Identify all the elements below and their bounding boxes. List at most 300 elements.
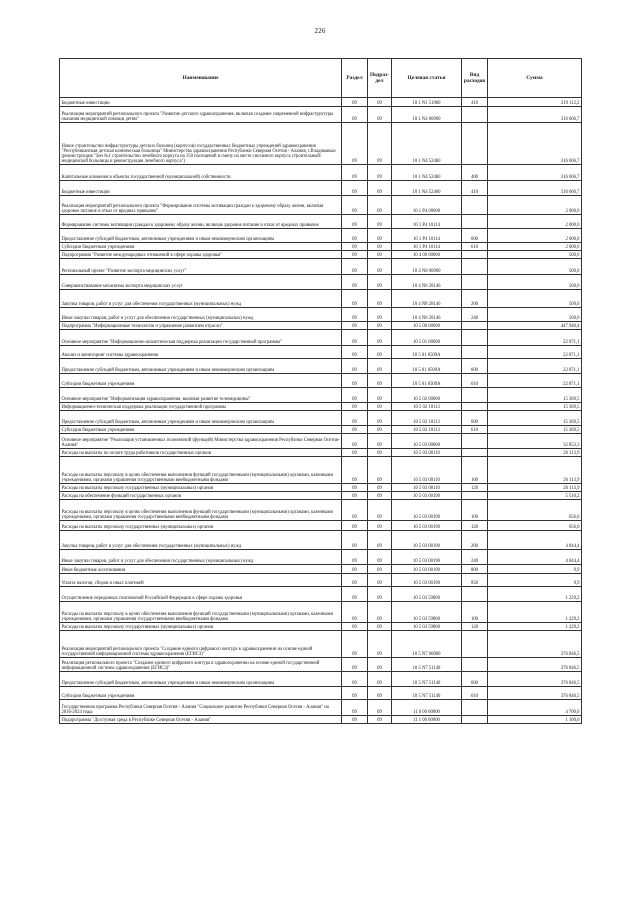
row-sum: 219 112,2 [488, 98, 582, 107]
row-subsection: 09 [368, 330, 392, 346]
header-subsection: Подраз-дел [368, 59, 392, 98]
row-target: 10 5 03 59800 [392, 623, 462, 631]
table-row [60, 322, 582, 330]
row-subsection: 09 [368, 322, 392, 330]
row-sum: 2 000,0 [488, 196, 582, 215]
row-subsection: 09 [368, 403, 392, 411]
row-target: 11 0 00 00000 [392, 700, 462, 716]
row-subsection: 09 [368, 165, 392, 181]
row-subsection: 09 [368, 434, 392, 449]
budget-table [59, 58, 582, 724]
row-target: 10 4 N8 28146 [392, 290, 462, 308]
row-target: 10 5 N7 51140 [392, 687, 462, 700]
row-expense-type [462, 215, 488, 229]
row-target: 10 1 P4 10114 [392, 243, 462, 251]
row-expense-type: 600 [462, 359, 488, 374]
row-sum: 15 369,5 [488, 403, 582, 411]
row-subsection: 09 [368, 388, 392, 403]
row-section: 09 [342, 631, 368, 658]
row-sum: 15 369,5 [488, 426, 582, 434]
row-subsection: 09 [368, 308, 392, 322]
row-name: Субсидии бюджетным учреждениям [60, 687, 342, 700]
row-subsection: 09 [368, 346, 392, 359]
row-section: 09 [342, 550, 368, 565]
row-expense-type [462, 631, 488, 658]
row-sum: 656,0 [488, 500, 582, 521]
row-subsection: 09 [368, 500, 392, 521]
row-target: 10 1 N4 52460 [392, 165, 462, 181]
row-name: Расходы на выплаты персоналу в целях обеспечения выполнения функций государственными (муниципальными) органами, казенными учреждениями, органами управления государственными внебюджетными фондами [60, 457, 342, 484]
row-name: Основное мероприятие "Информатизация здравоохранения, включая развитие телемедицины" [60, 388, 342, 403]
table-row [60, 275, 582, 290]
table-row [60, 631, 582, 658]
row-section: 09 [342, 434, 368, 449]
row-target: 10 5 N7 51140 [392, 658, 462, 672]
row-sum: 316 666,7 [488, 165, 582, 181]
row-target: 10 5 01 0509А [392, 359, 462, 374]
row-expense-type: 120 [462, 521, 488, 531]
row-expense-type [462, 716, 488, 724]
table-row [60, 374, 582, 388]
row-target: 10 5 03 00110 [392, 449, 462, 457]
row-subsection: 09 [368, 631, 392, 658]
row-section: 09 [342, 229, 368, 243]
row-name: Иные бюджетные ассигнования [60, 565, 342, 574]
row-subsection: 09 [368, 449, 392, 457]
row-expense-type: 600 [462, 229, 488, 243]
row-name: Предоставление субсидий бюджетным, автономным учреждениям и иным некоммерческим организациям [60, 411, 342, 426]
table-row [60, 388, 582, 403]
table-row [60, 123, 582, 165]
row-name: Основное мероприятие "Реализация установленных полномочий (функций) Министерства здравоохранения Республики Северная Осетия-Алания" [60, 434, 342, 449]
row-subsection: 09 [368, 587, 392, 602]
row-section: 09 [342, 330, 368, 346]
row-section: 09 [342, 243, 368, 251]
row-sum: 316 666,7 [488, 181, 582, 196]
table-row [60, 243, 582, 251]
row-target: 10 5 N7 51140 [392, 672, 462, 687]
row-name: Иные закупки товаров, работ и услуг для обеспечения государственных (муниципальных) нужд [60, 308, 342, 322]
row-sum: 32 853,3 [488, 434, 582, 449]
row-name: Субсидии бюджетным учреждениям [60, 243, 342, 251]
table-row [60, 107, 582, 123]
row-subsection: 09 [368, 251, 392, 259]
row-target: 10 5 03 00110 [392, 484, 462, 492]
row-section: 09 [342, 215, 368, 229]
table-row [60, 457, 582, 484]
table-row [60, 346, 582, 359]
header-sum: Сумма [488, 59, 582, 98]
row-subsection: 09 [368, 521, 392, 531]
table-row [60, 196, 582, 215]
row-expense-type [462, 434, 488, 449]
row-name: Реализация мероприятий регионального проекта "Формирование системы мотивации граждан к здоровому образу жизни, включая здоровое питание и отказ от вредных привычек" [60, 196, 342, 215]
row-sum: 15 369,5 [488, 388, 582, 403]
header-name: Наименование [60, 59, 342, 98]
row-name: Совершенствование механизма экспорта медицинских услуг [60, 275, 342, 290]
header-section: Раздел [342, 59, 368, 98]
row-subsection: 09 [368, 359, 392, 374]
row-subsection: 09 [368, 259, 392, 275]
table-row [60, 658, 582, 672]
row-section: 09 [342, 411, 368, 426]
table-row [60, 565, 582, 574]
row-expense-type: 100 [462, 602, 488, 623]
row-target: 10 1 P4 10114 [392, 229, 462, 243]
row-name: Субсидии бюджетным учреждениям [60, 426, 342, 434]
row-target: 10 5 03 00190 [392, 492, 462, 500]
row-sum: 500,0 [488, 308, 582, 322]
row-target: 10 5 03 59800 [392, 602, 462, 623]
row-section: 09 [342, 500, 368, 521]
row-sum: 26 113,9 [488, 484, 582, 492]
row-subsection: 09 [368, 181, 392, 196]
row-expense-type [462, 259, 488, 275]
table-row [60, 550, 582, 565]
row-expense-type: 610 [462, 243, 488, 251]
row-sum: 316 666,7 [488, 123, 582, 165]
row-expense-type [462, 107, 488, 123]
row-section: 09 [342, 449, 368, 457]
row-target: 10 1 N1 51960 [392, 98, 462, 107]
row-expense-type: 800 [462, 565, 488, 574]
row-section: 09 [342, 521, 368, 531]
row-target: 10 4 N8 28146 [392, 275, 462, 290]
row-sum: 5 510,2 [488, 492, 582, 500]
row-expense-type: 240 [462, 308, 488, 322]
row-section: 09 [342, 658, 368, 672]
row-sum: 447 940,4 [488, 322, 582, 330]
row-name: Информационно-техническая поддержка реализации государственной программы [60, 403, 342, 411]
table-row [60, 587, 582, 602]
row-sum: 1 229,2 [488, 587, 582, 602]
table-row [60, 492, 582, 500]
table-row [60, 426, 582, 434]
row-expense-type: 410 [462, 98, 488, 107]
row-sum: 9,9 [488, 565, 582, 574]
table-header [60, 59, 582, 98]
row-name: Закупка товаров, работ и услуг для обеспечения государственных (муниципальных) нужд [60, 531, 342, 550]
row-target: 10 5 03 00000 [392, 434, 462, 449]
table-row [60, 500, 582, 521]
row-target: 10 5 N7 00000 [392, 631, 462, 658]
row-subsection: 09 [368, 565, 392, 574]
row-name: Подпрограмма "Информационные технологии и управление развитием отрасли" [60, 322, 342, 330]
row-target: 10 5 03 00190 [392, 565, 462, 574]
row-sum: 1 229,2 [488, 602, 582, 623]
row-section: 09 [342, 196, 368, 215]
row-sum: 22 871,1 [488, 346, 582, 359]
row-expense-type [462, 587, 488, 602]
row-sum: 2 000,0 [488, 229, 582, 243]
table-row [60, 290, 582, 308]
row-target: 11 1 00 00000 [392, 716, 462, 724]
row-target: 10 5 03 00110 [392, 457, 462, 484]
row-section: 09 [342, 346, 368, 359]
table-row [60, 251, 582, 259]
row-expense-type: 240 [462, 550, 488, 565]
row-subsection: 09 [368, 484, 392, 492]
row-sum: 22 871,1 [488, 359, 582, 374]
row-subsection: 09 [368, 426, 392, 434]
row-expense-type: 600 [462, 411, 488, 426]
row-name: Реализация регионального проекта "Создание единого цифрового контура в здравоохранении на основе единой государственной информационной системы здравоохранения (ЕГИСЗ)" [60, 658, 342, 672]
table-row [60, 330, 582, 346]
row-expense-type: 200 [462, 531, 488, 550]
row-target: 10 5 02 10113 [392, 411, 462, 426]
row-expense-type [462, 251, 488, 259]
row-section: 09 [342, 403, 368, 411]
row-name: Предоставление субсидий бюджетным, автономным учреждениям и иным некоммерческим организациям [60, 672, 342, 687]
row-subsection: 09 [368, 602, 392, 623]
row-section: 09 [342, 531, 368, 550]
row-section: 09 [342, 251, 368, 259]
row-subsection: 09 [368, 98, 392, 107]
row-sum: 1 229,2 [488, 623, 582, 631]
row-name: Расходы на выплаты персоналу государственных (муниципальных) органов [60, 623, 342, 631]
row-subsection: 09 [368, 243, 392, 251]
table-row [60, 229, 582, 243]
row-name: Бюджетные инвестиции [60, 98, 342, 107]
row-target: 10 5 01 0509А [392, 374, 462, 388]
row-name: Реализация мероприятий регионального проекта "Развитие детского здравоохранения, включая создание современной инфраструктуры оказания медицинской помощи детям" [60, 107, 342, 123]
row-section: 09 [342, 457, 368, 484]
row-subsection: 09 [368, 672, 392, 687]
table-body [60, 98, 582, 724]
row-section: 09 [342, 275, 368, 290]
row-name: Расходы на выплаты персоналу в целях обеспечения выполнения функций государственными (муниципальными) органами, казенными учреждениями, органами управления государственными внебюджетными фондами [60, 602, 342, 623]
row-subsection: 09 [368, 550, 392, 565]
row-sum: 22 871,1 [488, 374, 582, 388]
row-section: 09 [342, 123, 368, 165]
row-expense-type [462, 322, 488, 330]
row-section: 09 [342, 574, 368, 587]
row-target: 10 5 03 00190 [392, 550, 462, 565]
row-target: 10 5 01 0509А [392, 346, 462, 359]
row-expense-type: 200 [462, 290, 488, 308]
row-sum: 4 844,4 [488, 531, 582, 550]
table-row [60, 98, 582, 107]
row-target: 10 4 N8 28146 [392, 308, 462, 322]
row-section: 09 [342, 322, 368, 330]
row-expense-type [462, 492, 488, 500]
row-section: 09 [342, 308, 368, 322]
row-name: Предоставление субсидий бюджетным, автономным учреждениям и иным некоммерческим организациям [60, 229, 342, 243]
row-section: 09 [342, 290, 368, 308]
row-target: 10 5 03 00190 [392, 574, 462, 587]
row-expense-type [462, 658, 488, 672]
row-sum: 15 369,5 [488, 411, 582, 426]
row-section: 09 [342, 107, 368, 123]
table-row [60, 411, 582, 426]
row-expense-type: 610 [462, 687, 488, 700]
row-section: 09 [342, 602, 368, 623]
row-subsection: 09 [368, 411, 392, 426]
row-subsection: 09 [368, 492, 392, 500]
row-section: 09 [342, 259, 368, 275]
row-expense-type [462, 346, 488, 359]
row-name: Реализация мероприятий регионального проекта "Создание единого цифрового контура в здравоохранении на основе единой государственной информационной системы здравоохранения (ЕГИСЗ)" [60, 631, 342, 658]
row-expense-type [462, 403, 488, 411]
row-section: 09 [342, 359, 368, 374]
row-name: Новое строительство инфраструктуры детских больниц (корпусов) государственных бюджетных учреждений здравоохранения "Республиканская детская клиническая больница" Министерства здравоохранения Республики Северная Осетия - Алания, г.Владикавказ (реконструкция "Зон №1 строительство лечебного корпуса на 150 посещений в смену на месте сносимого корпуса строительный/медицинской больницы и реконструкция лечебного корпуса") [60, 123, 342, 165]
row-section: 09 [342, 687, 368, 700]
row-expense-type: 600 [462, 672, 488, 687]
row-name: Региональный проект "Развитие экспорта медицинских услуг" [60, 259, 342, 275]
header-expense-type: Вид расходов [462, 59, 488, 98]
row-subsection: 09 [368, 275, 392, 290]
row-section: 09 [342, 98, 368, 107]
table-row [60, 574, 582, 587]
table-row [60, 259, 582, 275]
row-sum: 376 846,5 [488, 672, 582, 687]
row-name: Основное мероприятие "Информационно-аналитическая поддержка реализации государственной программы" [60, 330, 342, 346]
row-target: 10 5 03 00190 [392, 500, 462, 521]
row-subsection: 09 [368, 623, 392, 631]
row-expense-type [462, 330, 488, 346]
row-name: Осуществление переданных полномочий Российской Федерации в сфере охраны здоровья [60, 587, 342, 602]
row-subsection: 09 [368, 457, 392, 484]
table-row [60, 672, 582, 687]
row-sum: 26 113,9 [488, 457, 582, 484]
table-row [60, 165, 582, 181]
row-target: 10 1 N4 52460 [392, 181, 462, 196]
row-subsection: 09 [368, 123, 392, 165]
table-row [60, 308, 582, 322]
row-target: 10 5 02 00000 [392, 388, 462, 403]
row-sum: 9,9 [488, 574, 582, 587]
row-sum: 4 700,0 [488, 700, 582, 716]
row-name: Подпрограмма "Доступная среда в Республике Северная Осетия - Алания" [60, 716, 342, 724]
row-section: 09 [342, 374, 368, 388]
row-name: Расходы на выплаты персоналу государственных (муниципальных) органов [60, 484, 342, 492]
row-expense-type: 850 [462, 574, 488, 587]
row-target: 10 1 P4 10114 [392, 215, 462, 229]
row-name: Анализ и мониторинг системы здравоохранения [60, 346, 342, 359]
row-sum: 1 100,0 [488, 716, 582, 724]
table-row [60, 623, 582, 631]
row-section: 09 [342, 672, 368, 687]
row-sum: 500,0 [488, 290, 582, 308]
table-row [60, 687, 582, 700]
header-target: Целевая статья [392, 59, 462, 98]
row-expense-type: 610 [462, 374, 488, 388]
row-sum: 316 666,7 [488, 107, 582, 123]
table-row [60, 215, 582, 229]
table-row [60, 484, 582, 492]
row-target: 10 5 03 00190 [392, 531, 462, 550]
row-name: Уплата налогов, сборов и иных платежей [60, 574, 342, 587]
row-section: 09 [342, 181, 368, 196]
row-name: Бюджетные инвестиции [60, 181, 342, 196]
row-subsection: 09 [368, 658, 392, 672]
row-name: Формирование системы мотивации граждан к здоровому образу жизни, включая здоровое питание и отказ от вредных привычек [60, 215, 342, 229]
page-number: 226 [314, 27, 326, 35]
row-name: Иные закупки товаров, работ и услуг для обеспечения государственных (муниципальных) нужд [60, 550, 342, 565]
table-row [60, 700, 582, 716]
row-name: Расходы на обеспечение функций государственных органов [60, 492, 342, 500]
row-sum: 2 000,0 [488, 215, 582, 229]
row-target: 10 5 00 00000 [392, 322, 462, 330]
row-name: Подпрограмма "Развитие международных отношений в сфере охраны здоровья" [60, 251, 342, 259]
row-expense-type: 610 [462, 426, 488, 434]
row-sum: 376 846,5 [488, 631, 582, 658]
row-expense-type: 120 [462, 623, 488, 631]
row-name: Капитальные вложения в объекты государственной (муниципальной) собственности [60, 165, 342, 181]
row-name: Расходы на выплаты персоналу в целях обеспечения выполнения функций государственными (муниципальными) органами, казенными учреждениями, органами управления государственными внебюджетными фондами [60, 500, 342, 521]
row-expense-type: 400 [462, 165, 488, 181]
row-section: 09 [342, 623, 368, 631]
row-target: 10 1 N4 00000 [392, 107, 462, 123]
row-name: Государственная программа Республики Северная Осетия - Алания "Социальное развитие Республики Северная Осетия - Алания" на 2016-2024 годы [60, 700, 342, 716]
row-target: 10 5 03 59800 [392, 587, 462, 602]
row-sum: 376 846,5 [488, 658, 582, 672]
row-expense-type: 100 [462, 500, 488, 521]
row-name: Закупка товаров, работ и услуг для обеспечения государственных (муниципальных) нужд [60, 290, 342, 308]
row-expense-type: 410 [462, 181, 488, 196]
row-sum: 4 844,4 [488, 550, 582, 565]
row-section: 09 [342, 388, 368, 403]
table-row [60, 403, 582, 411]
row-sum: 26 113,9 [488, 449, 582, 457]
row-section: 09 [342, 716, 368, 724]
row-expense-type [462, 275, 488, 290]
row-name: Субсидии бюджетным учреждениям [60, 374, 342, 388]
table-row [60, 716, 582, 724]
row-target: 10 5 02 10113 [392, 403, 462, 411]
row-expense-type: 120 [462, 484, 488, 492]
row-expense-type [462, 449, 488, 457]
row-sum: 500,0 [488, 259, 582, 275]
row-target: 10 1 P4 00000 [392, 196, 462, 215]
row-subsection: 09 [368, 107, 392, 123]
row-section: 09 [342, 587, 368, 602]
table-row [60, 434, 582, 449]
row-target: 10 5 01 00000 [392, 330, 462, 346]
row-subsection: 09 [368, 215, 392, 229]
row-expense-type: 100 [462, 457, 488, 484]
row-expense-type [462, 123, 488, 165]
row-name: Расходы на выплаты по оплате труда работников государственных органов [60, 449, 342, 457]
row-subsection: 09 [368, 290, 392, 308]
table-row [60, 602, 582, 623]
row-target: 10 5 02 10113 [392, 426, 462, 434]
row-target: 10 4 00 00000 [392, 251, 462, 259]
row-sum: 500,0 [488, 275, 582, 290]
row-name: Предоставление субсидий бюджетным, автономным учреждениям и иным некоммерческим организациям [60, 359, 342, 374]
row-expense-type [462, 700, 488, 716]
row-sum: 22 871,1 [488, 330, 582, 346]
row-section: 09 [342, 165, 368, 181]
row-target: 10 4 N8 00000 [392, 259, 462, 275]
table-row [60, 449, 582, 457]
table-row [60, 531, 582, 550]
row-section: 09 [342, 700, 368, 716]
row-subsection: 09 [368, 574, 392, 587]
row-section: 09 [342, 484, 368, 492]
row-subsection: 09 [368, 700, 392, 716]
row-subsection: 09 [368, 374, 392, 388]
row-sum: 656,0 [488, 521, 582, 531]
row-target: 10 1 N4 52460 [392, 123, 462, 165]
row-target: 10 5 03 00190 [392, 521, 462, 531]
row-expense-type [462, 196, 488, 215]
row-subsection: 09 [368, 716, 392, 724]
row-subsection: 09 [368, 196, 392, 215]
row-section: 09 [342, 565, 368, 574]
table-row [60, 359, 582, 374]
row-expense-type [462, 388, 488, 403]
